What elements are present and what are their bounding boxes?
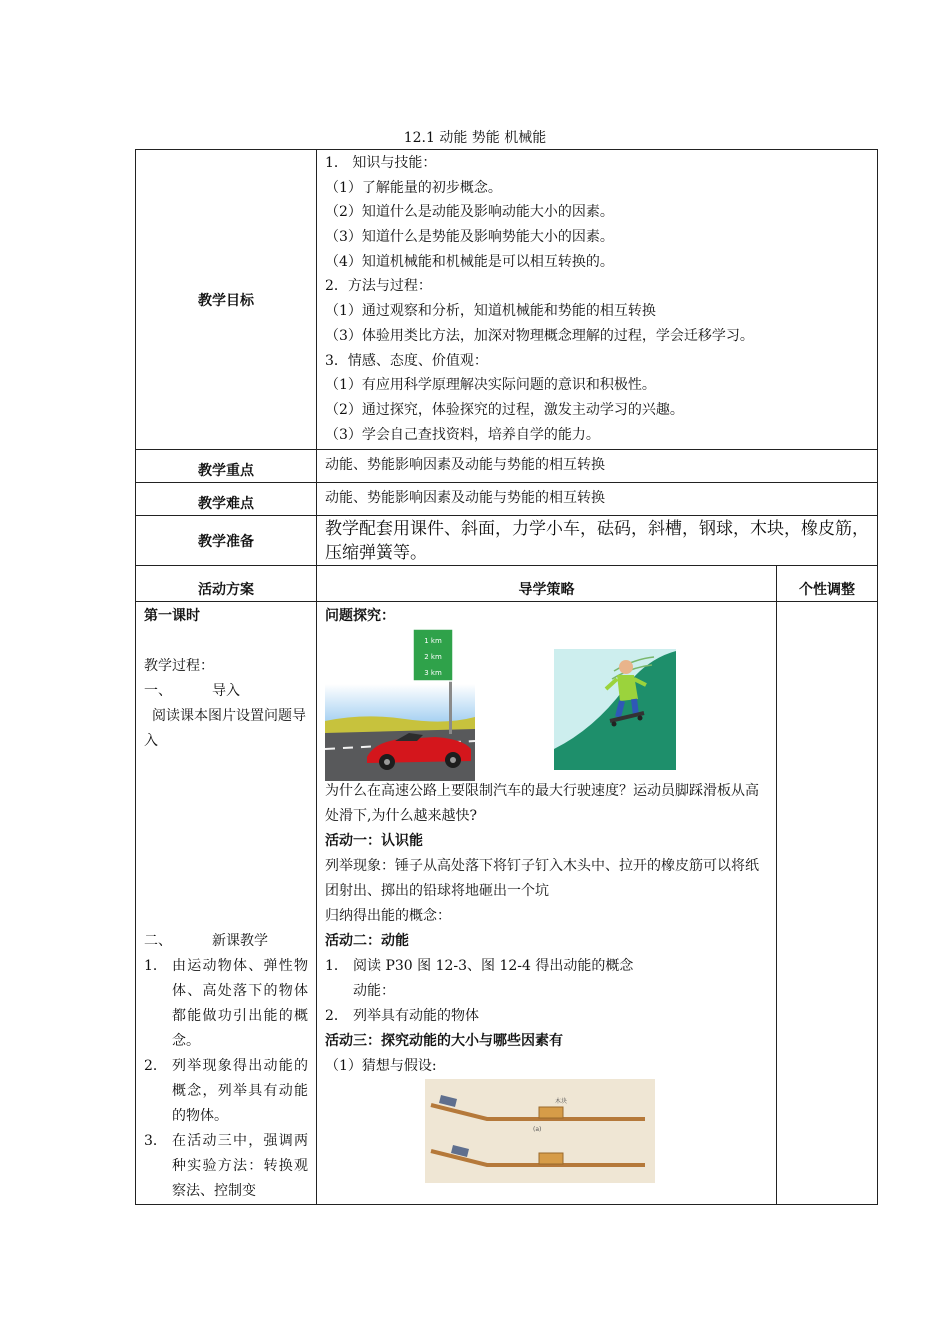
activity2-item (325, 1004, 768, 1029)
key-points-row (136, 450, 878, 483)
activity2-item-text: 列举具有动能的物体 (353, 1008, 479, 1024)
step1-title: 导入 (212, 683, 240, 699)
activity1-summary: 归纳得出能的概念： (325, 908, 451, 924)
objective-line: （3）知道什么是势能及影响势能大小的因素。 (325, 229, 614, 246)
teaching-step-text: 列举现象得出动能的概念，列举具有动能的物体。 (172, 1058, 308, 1124)
activity2-item (325, 954, 768, 979)
step1-desc: 阅读课本图片设置问题导入 (144, 708, 306, 749)
difficulties-row (136, 483, 878, 516)
objective-line: （1）有应用科学原理解决实际问题的意识和积极性。 (325, 377, 656, 394)
activity3-title: 活动三：探究动能的大小与哪些因素有 (325, 1033, 563, 1049)
step2-heading (144, 929, 308, 954)
teaching-step-num: 3． (144, 1133, 167, 1149)
activity1-text: 列举现象：锤子从高处落下将钉子钉入木头中、拉开的橡皮筋可以将纸团射出、掷出的铅球将地砸出一个坑 (325, 858, 759, 899)
objective-line: 3．情感、态度、价值观： (325, 352, 488, 369)
adjust-column (777, 602, 878, 1205)
difficulties-text: 动能、势能影响因素及动能与势能的相互转换 (317, 483, 878, 516)
activity2-item-num: 2． (325, 1008, 348, 1024)
activity-column (136, 602, 317, 1205)
objective-line: （2）知道什么是动能及影响动能大小的因素。 (325, 204, 614, 221)
columns-header-row (136, 566, 878, 602)
difficulties-label: 教学难点 (136, 483, 317, 516)
activity2-item-num: 1． (325, 958, 348, 974)
activity2-title: 活动二：动能 (325, 933, 409, 949)
key-points-label: 教学重点 (136, 450, 317, 483)
objective-line: 2．方法与过程： (325, 278, 432, 295)
inquiry-label: 问题探究： (325, 608, 395, 624)
process-label: 教学过程： (144, 658, 214, 674)
col-activity-header: 活动方案 (136, 566, 317, 602)
objective-line: （2）通过探究，体验探究的过程，激发主动学习的兴趣。 (325, 401, 684, 418)
objective-line: （1）通过观察和分析，知道机械能和势能的相互转换 (325, 303, 656, 320)
teaching-step-text: 由运动物体、弹性物体、高处落下的物体都能做功引出能的概念。 (172, 958, 308, 1049)
image-row (325, 629, 768, 779)
step2-title: 新课教学 (212, 933, 268, 949)
session-label: 第一课时 (144, 608, 200, 624)
activity2-item-num (325, 979, 353, 1004)
key-points-text: 动能、势能影响因素及动能与势能的相互转换 (317, 450, 878, 483)
objectives-row (136, 150, 878, 450)
block-a (539, 1107, 563, 1118)
step1-num: 一、 (144, 683, 172, 699)
activity3-guess: （1）猜想与假设: (325, 1058, 437, 1074)
sign-row-1: 1 km (424, 637, 442, 645)
kinetic-energy-experiment-diagram (425, 1079, 655, 1183)
activity1-title: 活动一：认识能 (325, 833, 423, 849)
block-label: 木块 (555, 1098, 568, 1105)
highway-car-image (325, 629, 477, 781)
objective-line: （3）学会自己查找资料，培养自学的能力。 (325, 426, 600, 443)
skater-head (619, 660, 633, 674)
preparation-row (136, 516, 878, 566)
preparation-text: 教学配套用课件、斜面，力学小车，砝码，斜槽，钢球，木块，橡皮筋，压缩弹簧等。 (317, 516, 878, 566)
skateboarder-image (554, 649, 676, 770)
step1-heading (144, 679, 308, 704)
col-adjust-header: 个性调整 (777, 566, 878, 602)
preparation-label: 教学准备 (136, 516, 317, 566)
objective-line: （3）体验用类比方法，加深对物理概念理解的过程，学会迁移学习。 (325, 327, 754, 344)
teaching-step-item (144, 1129, 308, 1204)
document-title: 12.1 动能 势能 机械能 (403, 130, 547, 146)
activity2-item-text: 阅读 P30 图 12-3、图 12-4 得出动能的概念 (353, 958, 634, 974)
teaching-step-num: 1． (144, 958, 167, 974)
activity2-item (325, 979, 768, 1004)
objective-line: （1）了解能量的初步概念。 (325, 179, 502, 196)
col-strategy-header: 导学策略 (317, 566, 777, 602)
lesson-plan-table (135, 149, 878, 1205)
inquiry-question: 为什么在高速公路上要限制汽车的最大行驶速度？运动员脚踩滑板从高处滑下,为什么越来越快? (325, 783, 759, 824)
activity2-item-text: 动能： (353, 983, 395, 999)
step2-num: 二、 (144, 933, 172, 949)
teaching-step-item (144, 1054, 308, 1129)
block-b (539, 1153, 563, 1164)
teaching-step-text: 在活动三中，强调两种实验方法：转换观察法、控制变 (172, 1133, 308, 1199)
objective-line: 1． 知识与技能： (325, 155, 437, 171)
objectives-label: 教学目标 (136, 150, 317, 450)
sign-row-3: 3 km (424, 669, 442, 677)
sign-row-2: 2 km (424, 653, 442, 661)
strategy-column (317, 602, 777, 1205)
teaching-step-item (144, 954, 308, 1054)
objectives-content (317, 150, 878, 450)
diagram-label-a: (a) (533, 1126, 542, 1133)
content-row (136, 602, 878, 1205)
objective-line: （4）知道机械能和机械能是可以相互转换的。 (325, 253, 614, 270)
teaching-step-num: 2． (144, 1058, 167, 1074)
